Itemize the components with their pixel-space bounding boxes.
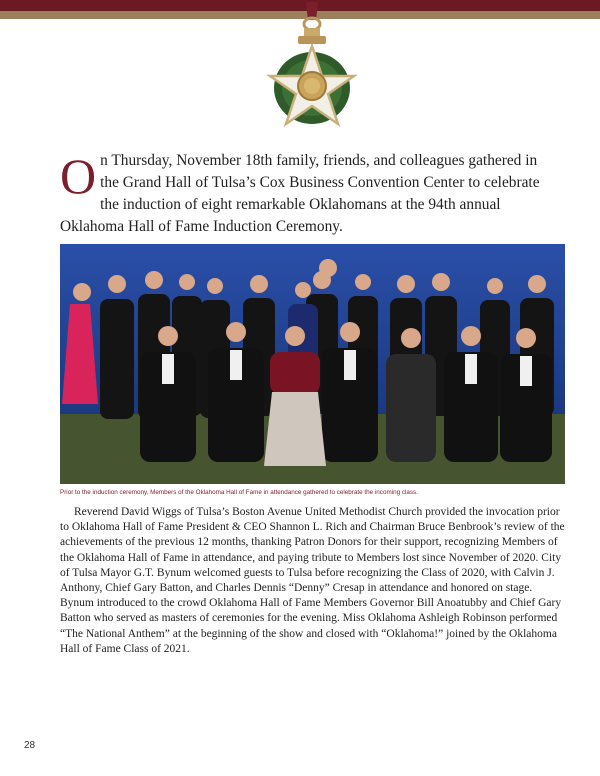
page-number: 28 bbox=[24, 740, 36, 751]
photo-caption: Prior to the induction ceremony, Members of the Oklahoma Hall of Fame in attendance gathered to celebrate the incoming class. bbox=[60, 489, 418, 496]
drop-cap: O bbox=[60, 148, 97, 204]
lead-text: n Thursday, November 18th family, friends, and colleagues gathered in the Grand Hall of Tulsa’s Cox Business Convention Center to celebrate the induction of eight remarkable Oklahomans at the 94th annual Oklahoma Hall of Fame Induction Ceremony. bbox=[60, 152, 540, 235]
star-medal-icon bbox=[262, 2, 362, 134]
group-photo-illustration bbox=[60, 244, 565, 484]
body-paragraph: Reverend David Wiggs of Tulsa’s Boston Avenue United Methodist Church provided the invocation prior to Oklahoma Hall of Fame President & CEO Shannon L. Rich and Chairman Bruce Benbrook’s review of the achievements of the previous 12 months, thanking Patron Donors for their support, recognizing Members of the Oklahoma Hall of Fame in attendance, and paying tribute to Members lost since November of 2020. City of Tulsa Mayor G.T. Bynum welcomed guests to Tulsa before recognizing the Class of 2020, with Calvin J. Anthony, Chief Gary Batton, and Charles Dennis “Denny” Cresap in attendance and honored on stage. Bynum introduced to the crowd Oklahoma Hall of Fame Members Governor Bill Anoatubby and Chief Gary Batton who served as masters of ceremonies for the evening. Miss Oklahoma Ashleigh Robinson performed “The National Anthem” at the beginning of the show and closed with “Oklahoma!” joined by the Oklahoma Hall of Fame Class of 2021. bbox=[60, 506, 565, 655]
group-photo bbox=[60, 244, 565, 484]
lead-paragraph bbox=[60, 150, 550, 238]
